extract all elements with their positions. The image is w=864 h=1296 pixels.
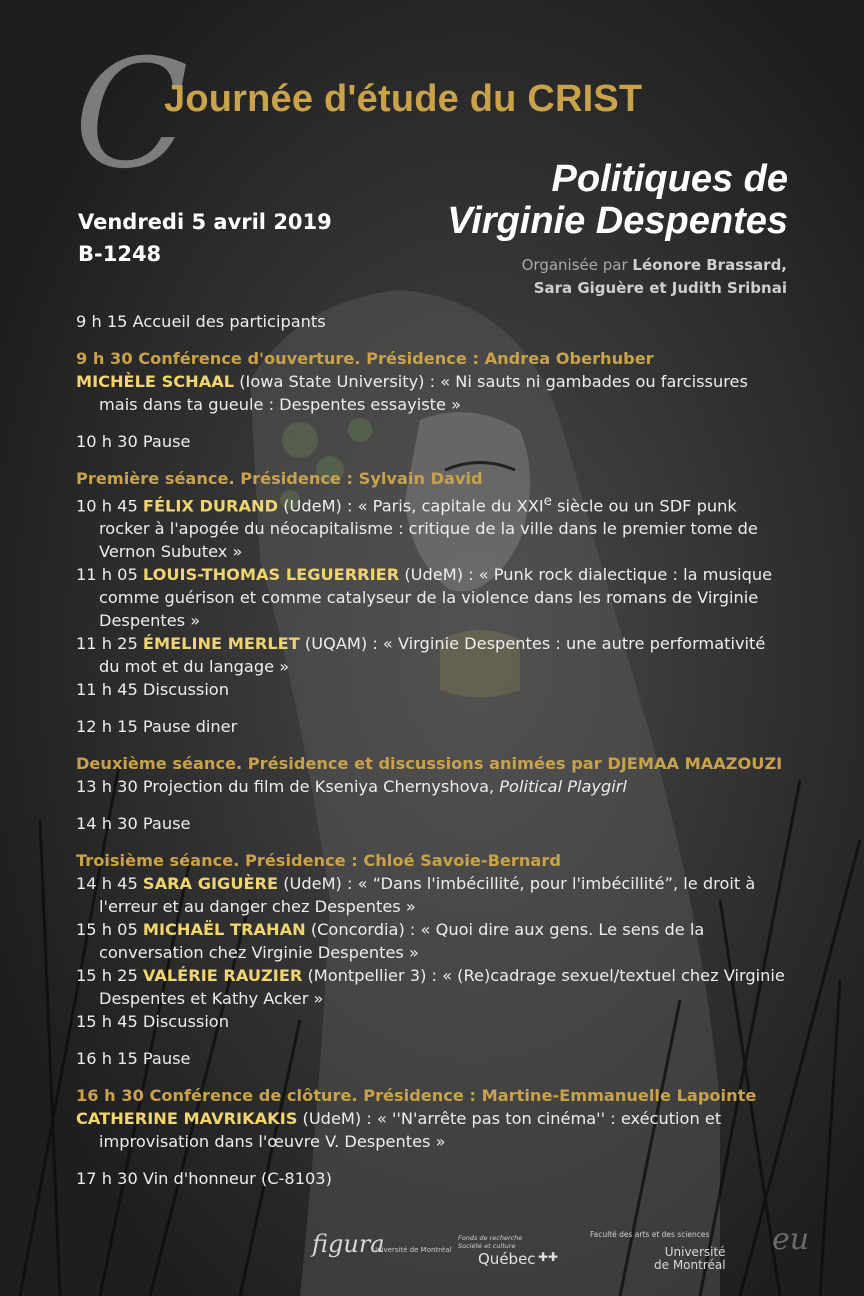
organizers-line-1 (522, 254, 787, 277)
schedule-reception: 17 h 30 Vin d'honneur (C-8103) (76, 1169, 332, 1189)
figura-um-text: Université de Montréal (372, 1246, 452, 1254)
talk-time: 15 h 05 (76, 920, 143, 940)
session-closing-header: 16 h 30 Conférence de clôture. Présidence : Martine-Emmanuelle Lapointe (76, 1086, 757, 1106)
organizers (522, 254, 787, 300)
organizers-names-1: Léonore Brassard, (632, 256, 787, 274)
talk-time: 11 h 05 (76, 565, 143, 585)
main-title (447, 158, 788, 242)
event-date: Vendredi 5 avril 2019 (78, 210, 332, 234)
session-3-header: Troisième séance. Présidence : Chloé Savoie-Bernard (76, 851, 561, 871)
session-1-header: Première séance. Présidence : Sylvain David (76, 469, 483, 488)
crist-logo-letter: C (74, 28, 189, 202)
talk-title-a: (UdeM) : « Paris, capitale du XXI (278, 496, 544, 516)
talk-title: (UdeM) : « “Dans l'imbécillité, pour l'imbécillité”, le droit à l'erreur et au danger chez Despentes » (99, 874, 756, 917)
speaker-name: VALÉRIE RAUZIER (142, 966, 303, 986)
schedule-welcome: 9 h 15 Accueil des participants (76, 312, 326, 331)
udem-line-2: de Montréal (654, 1258, 726, 1272)
speaker-name: MICHÈLE SCHAAL (76, 372, 235, 391)
organizers-line-2 (522, 277, 787, 300)
talk-s1-3 (76, 632, 788, 678)
talk-time: 15 h 25 (76, 966, 143, 986)
main-title-line-2: Virginie Despentes (447, 200, 788, 242)
organizers-names-2: Sara Giguère et Judith Sribnai (533, 279, 787, 297)
speaker-name: FÉLIX DURAND (142, 496, 279, 516)
frq-logo (458, 1234, 522, 1250)
talk-time: 14 h 45 (76, 874, 143, 894)
speaker-name: LOUIS-THOMAS LEGUERRIER (142, 565, 400, 585)
talk-s3-1 (76, 872, 788, 918)
film-item: 13 h 30 Projection du film de Kseniya Chernyshova, (76, 777, 500, 797)
talk-title: (UdeM) : « Punk rock dialectique : la musique comme guérison et comme catalyseur de la violence dans les romans de Virginie Despentes » (99, 565, 773, 631)
talk-title: (Montpellier 3) : « (Re)cadrage sexuel/textuel chez Virginie Despentes et Kathy Acker » (99, 966, 785, 1009)
frq-line-2: Société et culture (458, 1242, 516, 1250)
schedule-pause-2: 14 h 30 Pause (76, 814, 191, 834)
speaker-name: SARA GIGUÈRE (142, 874, 279, 894)
schedule-discussion-3: 15 h 45 Discussion (76, 1012, 229, 1032)
speaker-name: ÉMELINE MERLET (142, 634, 300, 654)
udem-logo (654, 1246, 726, 1272)
session-2-header: Deuxième séance. Présidence et discussions animées par DJEMAA MAAZOUZI (76, 754, 783, 774)
schedule-pause-1: 10 h 30 Pause (76, 432, 191, 451)
udem-line-1: Université (664, 1245, 726, 1259)
talk-s3-2 (76, 918, 788, 964)
session-opening-header: 9 h 30 Conférence d'ouverture. Présidence : Andrea Oberhuber (76, 349, 654, 368)
talk-closing (76, 1107, 788, 1153)
talk-s1-2 (76, 563, 788, 632)
talk-s1-1 (76, 490, 788, 563)
talk-title: (UQAM) : « Virginie Despentes : une autre performativité du mot et du langage » (99, 634, 766, 677)
program-schedule (76, 310, 788, 1190)
speaker-name: CATHERINE MAVRIKAKIS (76, 1109, 298, 1129)
talk-time: 10 h 45 (76, 496, 143, 516)
figura-logo: figura (312, 1230, 385, 1258)
speaker-name: MICHAËL TRAHAN (142, 920, 306, 940)
organizers-prefix: Organisée par (521, 256, 633, 274)
talk-title: (Concordia) : « Quoi dire aux gens. Le sens de la conversation chez Virginie Despentes » (99, 920, 705, 963)
talk-title-sup: e (543, 493, 552, 509)
schedule-film (76, 775, 788, 798)
film-title: Political Playgirl (499, 777, 627, 797)
schedule-discussion-1: 11 h 45 Discussion (76, 680, 229, 700)
talk-opening (76, 370, 788, 416)
quebec-flag-icon: ✚✚ (538, 1250, 559, 1264)
event-room: B-1248 (78, 242, 162, 266)
talk-title: (Iowa State University) : « Ni sauts ni gambades ou farcissures mais dans ta gueule : Despentes essayiste » (99, 372, 748, 414)
artist-signature: eu (772, 1222, 810, 1257)
main-title-line-1: Politiques de (551, 158, 788, 200)
talk-title-b: siècle ou un SDF punk rocker à l'apogée du néocapitalisme : critique de la ville dans le premier tome de Vernon Subutex » (99, 496, 758, 562)
schedule-lunch: 12 h 15 Pause diner (76, 717, 238, 737)
schedule-pause-3: 16 h 15 Pause (76, 1049, 191, 1069)
quebec-logo-text: Québec (478, 1250, 536, 1268)
talk-time: 11 h 25 (76, 634, 143, 654)
frq-line-1: Fonds de recherche (458, 1234, 523, 1242)
event-title: Journée d'étude du CRIST (164, 78, 643, 120)
date-block (78, 206, 332, 270)
talk-s3-3 (76, 964, 788, 1010)
talk-title: (UdeM) : « ''N'arrête pas ton cinéma'' : exécution et improvisation dans l'œuvre V. Despentes » (99, 1109, 722, 1152)
fas-label: Faculté des arts et des sciences (590, 1230, 710, 1239)
